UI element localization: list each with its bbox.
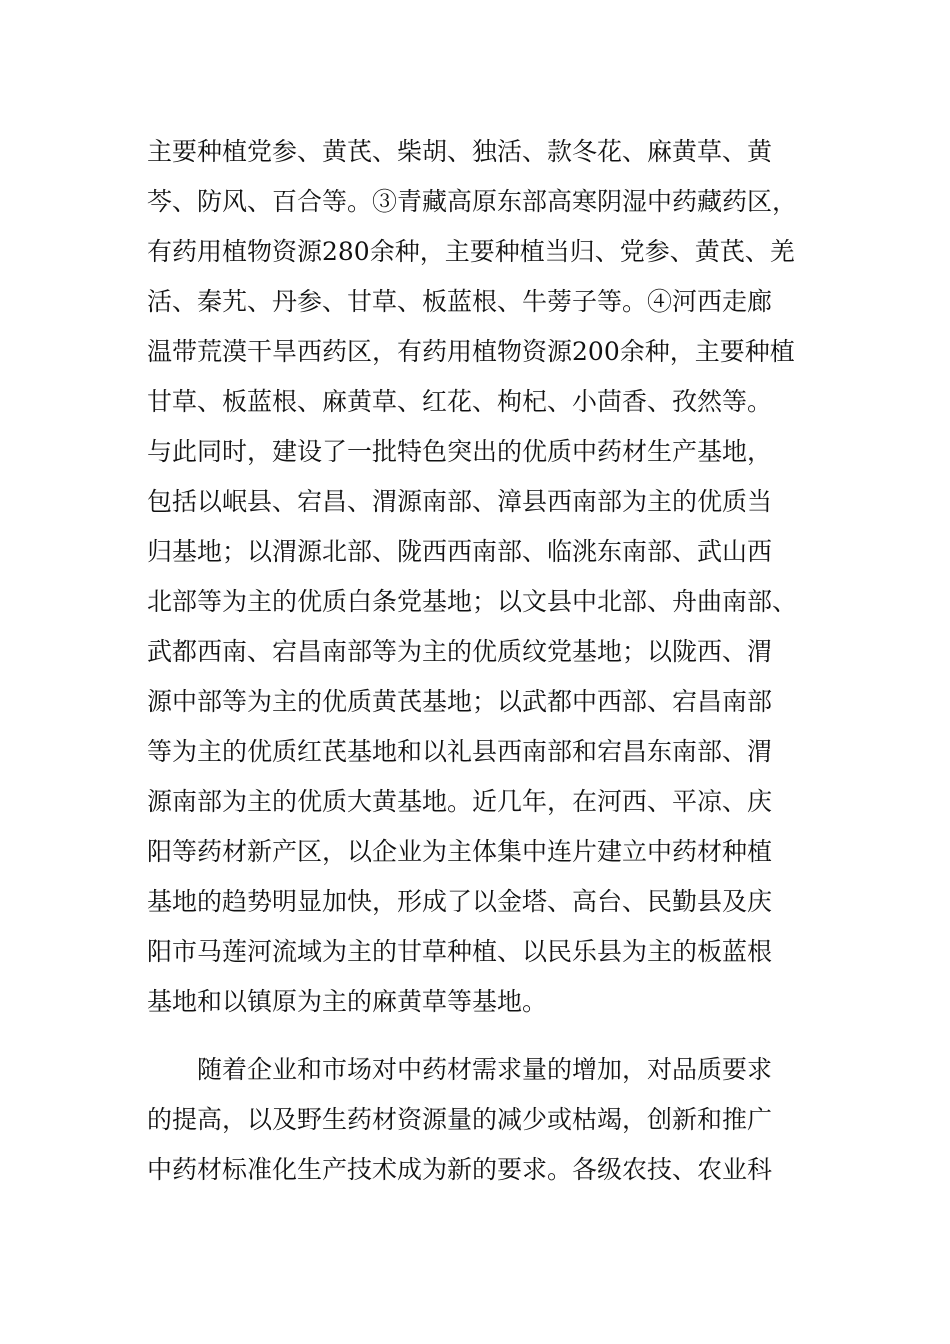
text-line: 归基地；以渭源北部、陇西西南部、临洮东南部、武山西	[147, 537, 773, 566]
text-line: 北部等为主的优质白条党基地；以文县中北部、舟曲南部、	[147, 587, 798, 616]
text-line: 有药用植物资源280余种，主要种植当归、党参、黄芪、羌	[147, 237, 795, 266]
text-line: 源南部为主的优质大黄基地。近几年，在河西、平凉、庆	[147, 787, 773, 816]
text-line: 与此同时，建设了一批特色突出的优质中药材生产基地，	[147, 437, 773, 466]
text-line: 随着企业和市场对中药材需求量的增加，对品质要求	[147, 1055, 773, 1084]
text-line: 阳等药材新产区，以企业为主体集中连片建立中药材种植	[147, 837, 773, 866]
text-line: 甘草、板蓝根、麻黄草、红花、枸杞、小茴香、孜然等。	[147, 387, 773, 416]
text-line: 基地的趋势明显加快，形成了以金塔、高台、民勤县及庆	[147, 887, 773, 916]
paragraph-2	[147, 1045, 772, 1195]
text-line: 阳市马莲河流域为主的甘草种植、以民乐县为主的板蓝根	[147, 937, 773, 966]
text-line: 武都西南、宕昌南部等为主的优质纹党基地；以陇西、渭	[147, 637, 773, 666]
text-line: 活、秦艽、丹参、甘草、板蓝根、牛蒡子等。④河西走廊	[147, 287, 773, 316]
text-line: 的提高，以及野生药材资源量的减少或枯竭，创新和推广	[147, 1105, 773, 1134]
text-line: 温带荒漠干旱西药区，有药用植物资源200余种，主要种植	[147, 337, 795, 366]
text-line: 等为主的优质红芪基地和以礼县西南部和宕昌东南部、渭	[147, 737, 773, 766]
text-line: 包括以岷县、宕昌、渭源南部、漳县西南部为主的优质当	[147, 487, 773, 516]
paragraph-1	[147, 127, 797, 1027]
text-line: 源中部等为主的优质黄芪基地；以武都中西部、宕昌南部	[147, 687, 773, 716]
text-line: 基地和以镇原为主的麻黄草等基地。	[147, 987, 548, 1016]
text-line: 芩、防风、百合等。③青藏高原东部高寒阴湿中药藏药区，	[147, 187, 798, 216]
text-line: 主要种植党参、黄芪、柴胡、独活、款冬花、麻黄草、黄	[147, 137, 773, 166]
text-line: 中药材标准化生产技术成为新的要求。各级农技、农业科	[147, 1155, 773, 1184]
